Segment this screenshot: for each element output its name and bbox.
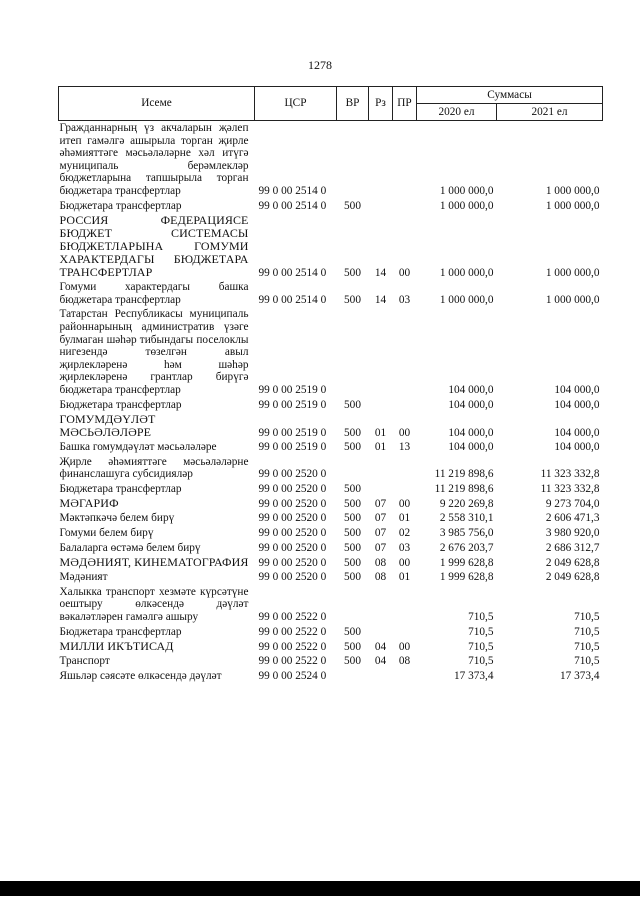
table-row bbox=[59, 213, 603, 280]
row-amount-2021: 710,5 bbox=[574, 625, 600, 638]
row-csr-code: 99 0 00 2514 0 bbox=[258, 266, 327, 279]
row-rz-code bbox=[369, 585, 393, 625]
row-rz-code: 14 bbox=[374, 266, 387, 279]
row-csr-code: 99 0 00 2514 0 bbox=[258, 184, 327, 197]
budget-table bbox=[58, 86, 603, 683]
row-name: Гомуми белем бирү bbox=[59, 527, 154, 540]
table-row bbox=[59, 654, 603, 669]
row-vr-code: 500 bbox=[344, 640, 361, 653]
header-rz: Рз bbox=[369, 87, 393, 121]
row-name: Гражданнарның үз акчаларын җәлеп итеп гамәлгә ашырыла торган җирле әһәмияттәге мәсьәләләрне хәл итүгә муниципаль берәмлекләр бюджетларына тапшырыла торган бюджетара трансфертлар bbox=[59, 122, 249, 197]
row-pr-code bbox=[393, 121, 417, 199]
row-rz-code bbox=[369, 455, 393, 482]
row-amount-2020: 1 000 000,0 bbox=[439, 199, 494, 212]
row-csr-code: 99 0 00 2519 0 bbox=[258, 398, 327, 411]
row-pr-code: 03 bbox=[398, 541, 411, 554]
row-pr-code: 00 bbox=[398, 556, 411, 569]
row-pr-code bbox=[393, 585, 417, 625]
row-csr-code: 99 0 00 2522 0 bbox=[258, 640, 327, 653]
row-pr-code bbox=[393, 669, 417, 684]
row-name: Халыкка транспорт хезмәте күрсәтүне оештыру өлкәсендә дәүләт вәкаләтләрен гамәлгә ашыру bbox=[59, 585, 249, 624]
row-rz-code bbox=[369, 307, 393, 397]
row-rz-code bbox=[369, 199, 393, 214]
row-amount-2021: 1 000 000,0 bbox=[545, 293, 600, 306]
row-name: МӘДӘНИЯТ, КИНЕМАТОГРАФИЯ bbox=[59, 555, 249, 570]
table-row bbox=[59, 585, 603, 625]
row-vr-code bbox=[337, 585, 369, 625]
row-vr-code: 500 bbox=[344, 527, 361, 540]
row-rz-code: 04 bbox=[374, 640, 387, 653]
row-amount-2020: 710,5 bbox=[468, 655, 494, 668]
row-amount-2021: 11 323 332,8 bbox=[540, 482, 600, 495]
table-row bbox=[59, 440, 603, 455]
row-csr-code: 99 0 00 2520 0 bbox=[258, 571, 327, 584]
row-rz-code bbox=[369, 669, 393, 684]
row-vr-code: 500 bbox=[344, 199, 361, 212]
row-amount-2020: 1 000 000,0 bbox=[439, 293, 494, 306]
row-amount-2021: 11 323 332,8 bbox=[540, 468, 600, 481]
row-name: Бюджетара трансфертлар bbox=[59, 625, 182, 638]
row-name: Гомуми характердагы башка бюджетара трансфертлар bbox=[59, 281, 249, 306]
row-pr-code: 01 bbox=[398, 571, 411, 584]
row-csr-code: 99 0 00 2520 0 bbox=[258, 468, 327, 481]
row-amount-2021: 2 606 471,3 bbox=[545, 512, 600, 525]
row-csr-code: 99 0 00 2519 0 bbox=[258, 426, 327, 439]
row-vr-code: 500 bbox=[344, 512, 361, 525]
row-amount-2021: 17 373,4 bbox=[559, 669, 600, 682]
row-pr-code: 13 bbox=[398, 441, 411, 454]
row-amount-2020: 2 558 310,1 bbox=[439, 512, 494, 525]
header-name: Исеме bbox=[59, 87, 255, 121]
row-amount-2021: 2 049 628,8 bbox=[545, 571, 600, 584]
row-amount-2020: 710,5 bbox=[468, 625, 494, 638]
table-body bbox=[59, 121, 603, 684]
row-csr-code: 99 0 00 2524 0 bbox=[258, 669, 327, 682]
row-pr-code: 02 bbox=[398, 527, 411, 540]
row-name: МӘГАРИФ bbox=[59, 496, 119, 511]
table-row bbox=[59, 511, 603, 526]
row-amount-2020: 11 219 898,6 bbox=[434, 468, 494, 481]
row-amount-2020: 710,5 bbox=[468, 640, 494, 653]
row-amount-2021: 710,5 bbox=[574, 640, 600, 653]
row-pr-code bbox=[393, 455, 417, 482]
row-amount-2021: 3 980 920,0 bbox=[545, 527, 600, 540]
row-vr-code: 500 bbox=[344, 441, 361, 454]
row-csr-code: 99 0 00 2522 0 bbox=[258, 611, 327, 624]
row-amount-2020: 9 220 269,8 bbox=[439, 497, 494, 510]
row-csr-code: 99 0 00 2514 0 bbox=[258, 293, 327, 306]
row-rz-code: 07 bbox=[374, 541, 387, 554]
row-pr-code: 08 bbox=[398, 655, 411, 668]
table-row bbox=[59, 541, 603, 556]
row-amount-2021: 104 000,0 bbox=[554, 398, 600, 411]
row-vr-code: 500 bbox=[344, 482, 361, 495]
row-name: ГОМУМДӘҮЛӘТ МӘСЬӘЛӘЛӘРЕ bbox=[59, 412, 156, 440]
row-amount-2021: 104 000,0 bbox=[554, 426, 600, 439]
row-vr-code: 500 bbox=[344, 398, 361, 411]
row-vr-code: 500 bbox=[344, 571, 361, 584]
table-row bbox=[59, 482, 603, 497]
header-pr: ПР bbox=[393, 87, 417, 121]
table-row bbox=[59, 669, 603, 684]
row-amount-2020: 2 676 203,7 bbox=[439, 541, 494, 554]
row-vr-code: 500 bbox=[344, 266, 361, 279]
table-row bbox=[59, 398, 603, 413]
row-csr-code: 99 0 00 2519 0 bbox=[258, 383, 327, 396]
table-row bbox=[59, 625, 603, 640]
row-name: Мәдәният bbox=[59, 571, 108, 584]
row-vr-code: 500 bbox=[344, 541, 361, 554]
row-name: Транспорт bbox=[59, 655, 110, 668]
row-amount-2021: 104 000,0 bbox=[554, 383, 600, 396]
row-vr-code: 500 bbox=[344, 293, 361, 306]
row-pr-code bbox=[393, 199, 417, 214]
row-csr-code: 99 0 00 2520 0 bbox=[258, 556, 327, 569]
row-csr-code: 99 0 00 2522 0 bbox=[258, 625, 327, 638]
row-name: РОССИЯ ФЕДЕРАЦИЯСЕ БЮДЖЕТ СИСТЕМАСЫ БЮДЖЕТЛАРЫНА ГОМУМИ ХАРАКТЕРДАГЫ БЮДЖЕТАРА ТРАНСФЕРТЛАР bbox=[59, 213, 249, 280]
row-amount-2020: 1 000 000,0 bbox=[439, 266, 494, 279]
scan-bottom-edge bbox=[0, 881, 640, 896]
table-row bbox=[59, 199, 603, 214]
row-rz-code: 14 bbox=[374, 293, 387, 306]
row-name: Бюджетара трансфертлар bbox=[59, 398, 182, 411]
row-pr-code: 00 bbox=[398, 640, 411, 653]
row-name: Яшьләр сәясәте өлкәсендә дәүләт bbox=[59, 669, 222, 682]
row-csr-code: 99 0 00 2520 0 bbox=[258, 541, 327, 554]
row-rz-code bbox=[369, 625, 393, 640]
row-rz-code bbox=[369, 398, 393, 413]
row-amount-2021: 2 049 628,8 bbox=[545, 556, 600, 569]
row-amount-2021: 1 000 000,0 bbox=[545, 199, 600, 212]
row-vr-code bbox=[337, 455, 369, 482]
row-name: Татарстан Республикасы муниципаль районнарының административ үзәге булмаган шәһәр тибындагы поселоклы нигезендә төзелгән авыл җирлекләренә һәм шәһәр җирлекләренә грантлар бирүгә бюджетара трансфертлар bbox=[59, 308, 249, 396]
row-csr-code: 99 0 00 2520 0 bbox=[258, 497, 327, 510]
table-row bbox=[59, 280, 603, 307]
table-row bbox=[59, 526, 603, 541]
row-amount-2020: 104 000,0 bbox=[448, 426, 494, 439]
row-rz-code: 04 bbox=[374, 655, 387, 668]
row-amount-2020: 3 985 756,0 bbox=[439, 527, 494, 540]
row-vr-code bbox=[337, 307, 369, 397]
row-amount-2020: 104 000,0 bbox=[448, 383, 494, 396]
row-rz-code bbox=[369, 482, 393, 497]
table-row bbox=[59, 455, 603, 482]
row-pr-code: 00 bbox=[398, 426, 411, 439]
row-rz-code: 01 bbox=[374, 441, 387, 454]
header-vr: ВР bbox=[337, 87, 369, 121]
row-name: МИЛЛИ ИКЪТИСАД bbox=[59, 639, 174, 654]
row-name: Җирле әһәмияттәге мәсьәләләрне финанслашуга субсидияләр bbox=[59, 455, 249, 481]
row-rz-code: 07 bbox=[374, 527, 387, 540]
row-name: Бюджетара трансфертлар bbox=[59, 199, 182, 212]
row-rz-code: 01 bbox=[374, 426, 387, 439]
row-vr-code bbox=[337, 669, 369, 684]
row-amount-2021: 1 000 000,0 bbox=[545, 184, 600, 197]
header-year-2020: 2020 ел bbox=[417, 104, 497, 121]
row-vr-code: 500 bbox=[344, 426, 361, 439]
row-amount-2021: 710,5 bbox=[574, 611, 600, 624]
row-name: Мәктәпкәчә белем бирү bbox=[59, 512, 175, 525]
table-row bbox=[59, 496, 603, 511]
row-pr-code: 01 bbox=[398, 512, 411, 525]
row-amount-2020: 11 219 898,6 bbox=[434, 482, 494, 495]
table-row bbox=[59, 121, 603, 199]
row-amount-2021: 1 000 000,0 bbox=[545, 266, 600, 279]
row-csr-code: 99 0 00 2519 0 bbox=[258, 441, 327, 454]
row-csr-code: 99 0 00 2520 0 bbox=[258, 512, 327, 525]
table-row bbox=[59, 555, 603, 570]
header-csr: ЦСР bbox=[255, 87, 337, 121]
row-vr-code: 500 bbox=[344, 497, 361, 510]
row-pr-code bbox=[393, 625, 417, 640]
row-amount-2020: 1 999 628,8 bbox=[439, 571, 494, 584]
page-number: 1278 bbox=[308, 58, 332, 72]
row-amount-2020: 17 373,4 bbox=[453, 669, 494, 682]
row-csr-code: 99 0 00 2522 0 bbox=[258, 655, 327, 668]
row-pr-code: 00 bbox=[398, 497, 411, 510]
header-sums: Суммасы bbox=[417, 87, 603, 104]
row-pr-code bbox=[393, 398, 417, 413]
row-amount-2020: 1 000 000,0 bbox=[439, 184, 494, 197]
row-pr-code: 00 bbox=[398, 266, 411, 279]
row-pr-code bbox=[393, 307, 417, 397]
row-amount-2020: 104 000,0 bbox=[448, 398, 494, 411]
row-csr-code: 99 0 00 2520 0 bbox=[258, 527, 327, 540]
row-name: Бюджетара трансфертлар bbox=[59, 482, 182, 495]
row-pr-code bbox=[393, 482, 417, 497]
row-amount-2020: 1 999 628,8 bbox=[439, 556, 494, 569]
row-rz-code: 08 bbox=[374, 556, 387, 569]
row-rz-code bbox=[369, 121, 393, 199]
row-rz-code: 07 bbox=[374, 512, 387, 525]
row-pr-code: 03 bbox=[398, 293, 411, 306]
row-amount-2021: 104 000,0 bbox=[554, 441, 600, 454]
row-amount-2021: 9 273 704,0 bbox=[545, 497, 600, 510]
row-csr-code: 99 0 00 2514 0 bbox=[258, 199, 327, 212]
header-year-2021: 2021 ел bbox=[497, 104, 603, 121]
row-amount-2020: 104 000,0 bbox=[448, 441, 494, 454]
row-name: Балаларга өстәмә белем бирү bbox=[59, 541, 201, 554]
row-csr-code: 99 0 00 2520 0 bbox=[258, 482, 327, 495]
row-amount-2021: 710,5 bbox=[574, 655, 600, 668]
table-row bbox=[59, 639, 603, 654]
row-vr-code: 500 bbox=[344, 556, 361, 569]
table-row bbox=[59, 412, 603, 440]
row-name: Башка гомумдәүләт мәсьәләләре bbox=[59, 441, 217, 454]
row-amount-2020: 710,5 bbox=[468, 611, 494, 624]
row-vr-code: 500 bbox=[344, 625, 361, 638]
row-amount-2021: 2 686 312,7 bbox=[545, 541, 600, 554]
table-row bbox=[59, 307, 603, 397]
row-rz-code: 08 bbox=[374, 571, 387, 584]
row-vr-code bbox=[337, 121, 369, 199]
row-vr-code: 500 bbox=[344, 655, 361, 668]
table-row bbox=[59, 570, 603, 585]
row-rz-code: 07 bbox=[374, 497, 387, 510]
